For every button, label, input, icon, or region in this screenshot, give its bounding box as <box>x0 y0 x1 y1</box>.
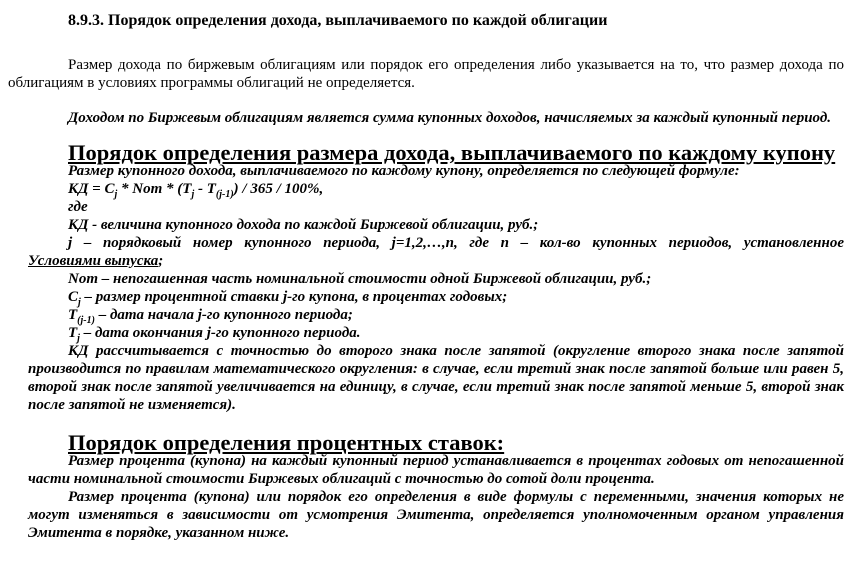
variable-name: C <box>68 289 79 305</box>
rates-paragraph-2: Размер процента (купона) или порядок его определения в виде формулы с переменными, значения которых не могут изменяться в зависимости от усмотрения Эмитента, определяется уполномоченным органом управления Эмитента в порядке, указанном ниже. <box>28 489 844 541</box>
issue-terms-reference: Условиями выпуска <box>28 253 159 269</box>
definition-t-start-line <box>28 306 844 324</box>
definition-text: – дата начала j-го купонного периода; <box>94 307 353 323</box>
where-label: где <box>68 199 88 215</box>
rounding-paragraph: КД рассчитывается с точностью до второго знака после запятой (округление второго знака после запятой производится по правилам математического округления: в случае, если третий знак после запятой больше или равен 5, второй знак после запятой увеличивается на единицу, в случае, если третий знак после запятой меньше 5, второй знак после запятой не изменяется). <box>28 343 844 413</box>
variable-subscript-j-minus-1: (j-1) <box>77 315 95 326</box>
coupon-formula <box>28 180 844 198</box>
formula-intro-line: Размер купонного дохода, выплачиваемого по каждому купону, определяется по следующей формуле: <box>68 163 740 179</box>
formula-part: - T <box>194 181 216 197</box>
formula-part: * Nom * (T <box>117 181 192 197</box>
definition-t-end-line <box>28 324 844 342</box>
rates-heading: Порядок определения процентных ставок: <box>68 430 505 455</box>
definition-j-tail: ; <box>158 253 164 269</box>
formula-part: КД = C <box>68 181 115 197</box>
definition-text: – размер процентной ставки j-го купона, в процентах годовых; <box>80 289 508 305</box>
coupon-income-heading: Порядок определения размера дохода, выплачиваемого по каждому купону <box>68 140 836 165</box>
definition-j-line-1: j – порядковый номер купонного периода, j=1,2,…,n, где n – кол-во купонных периодов, установленное <box>68 235 844 251</box>
definition-nom-line: Nom – непогашенная часть номинальной стоимости одной Биржевой облигации, руб.; <box>68 271 652 287</box>
income-statement-paragraph: Доходом по Биржевым облигациям является сумма купонных доходов, начисляемых за каждый купонный период. <box>68 110 832 126</box>
formula-subscript-j: j <box>114 189 118 200</box>
variable-subscript-j: j <box>78 297 81 308</box>
definition-cj-line <box>28 288 844 306</box>
section-title: 8.9.3. Порядок определения дохода, выплачиваемого по каждой облигации <box>68 12 608 29</box>
definition-j-line-2 <box>28 252 844 270</box>
intro-paragraph: Размер дохода по биржевым облигациям или порядок его определения либо указывается на то, что размер дохода по облигациям в условиях программы облигаций не определяется. <box>8 57 844 91</box>
variable-name: T <box>68 307 78 323</box>
variable-name: T <box>68 325 78 341</box>
definition-text: – дата окончания j-го купонного периода. <box>79 325 361 341</box>
rates-paragraph-1: Размер процента (купона) на каждый купонный период устанавливается в процентах годовых от непогашенной части номинальной стоимости Биржевых облигаций с точностью до сотой доли процента. <box>28 453 844 487</box>
formula-subscript-j: j <box>191 189 195 200</box>
definition-kd-line: КД - величина купонного дохода по каждой Биржевой облигации, руб.; <box>68 217 539 233</box>
formula-part: ) / 365 / 100%, <box>233 181 324 197</box>
variable-subscript-j: j <box>77 333 80 344</box>
formula-subscript-j-minus-1: (j-1) <box>215 189 234 200</box>
